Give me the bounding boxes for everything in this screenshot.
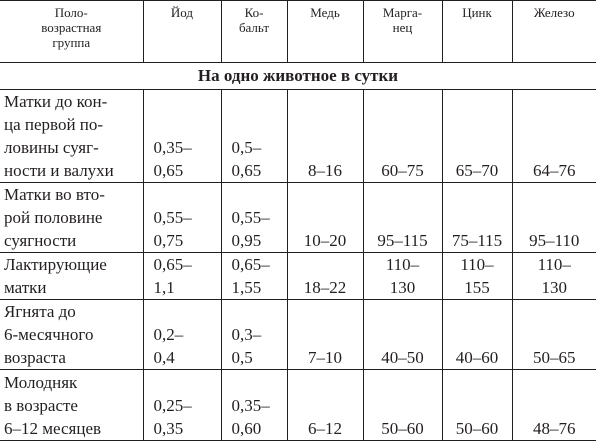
zinc-cell: 65–70 bbox=[442, 90, 512, 183]
group-cell: Матки во вто- рой половине суягности bbox=[0, 183, 143, 253]
header-cobalt: Ко- бальт bbox=[221, 1, 287, 63]
table-row bbox=[0, 300, 596, 370]
manganese-cell: 60–75 bbox=[363, 90, 442, 183]
header-iodine: Йод bbox=[143, 1, 221, 63]
iron-cell: 64–76 bbox=[512, 90, 596, 183]
header-zinc: Цинк bbox=[442, 1, 512, 63]
group-cell: Молодняк в возрасте 6–12 месяцев bbox=[0, 370, 143, 441]
header-iron: Железо bbox=[512, 1, 596, 63]
cobalt-cell: 0,35– 0,60 bbox=[221, 370, 287, 441]
header-manganese: Марга- нец bbox=[363, 1, 442, 63]
copper-cell: 10–20 bbox=[287, 183, 363, 253]
iron-cell: 95–110 bbox=[512, 183, 596, 253]
group-cell: Лактирующие матки bbox=[0, 253, 143, 300]
header-copper: Медь bbox=[287, 1, 363, 63]
group-cell: Ягнята до 6-месячного возраста bbox=[0, 300, 143, 370]
zinc-cell: 50–60 bbox=[442, 370, 512, 441]
iodine-cell: 0,2– 0,4 bbox=[143, 300, 221, 370]
manganese-cell: 50–60 bbox=[363, 370, 442, 441]
iron-cell: 48–76 bbox=[512, 370, 596, 441]
group-cell: Матки до кон- ца первой по- ловины суяг- ности и валухи bbox=[0, 90, 143, 183]
copper-cell: 6–12 bbox=[287, 370, 363, 441]
zinc-cell: 110– 155 bbox=[442, 253, 512, 300]
cobalt-cell: 0,55– 0,95 bbox=[221, 183, 287, 253]
section-title: На одно животное в сутки bbox=[0, 63, 596, 90]
zinc-cell: 40–60 bbox=[442, 300, 512, 370]
zinc-cell: 75–115 bbox=[442, 183, 512, 253]
table-row bbox=[0, 253, 596, 300]
iodine-cell: 0,55– 0,75 bbox=[143, 183, 221, 253]
iodine-cell: 0,25– 0,35 bbox=[143, 370, 221, 441]
copper-cell: 18–22 bbox=[287, 253, 363, 300]
iodine-cell: 0,35– 0,65 bbox=[143, 90, 221, 183]
iron-cell: 110– 130 bbox=[512, 253, 596, 300]
table-row bbox=[0, 90, 596, 183]
cobalt-cell: 0,5– 0,65 bbox=[221, 90, 287, 183]
cobalt-cell: 0,3– 0,5 bbox=[221, 300, 287, 370]
table-row bbox=[0, 183, 596, 253]
manganese-cell: 110– 130 bbox=[363, 253, 442, 300]
section-row bbox=[0, 63, 596, 90]
header-group: Поло- возрастная группа bbox=[0, 1, 143, 63]
iron-cell: 50–65 bbox=[512, 300, 596, 370]
manganese-cell: 95–115 bbox=[363, 183, 442, 253]
copper-cell: 8–16 bbox=[287, 90, 363, 183]
header-row bbox=[0, 1, 596, 63]
table-row bbox=[0, 370, 596, 441]
copper-cell: 7–10 bbox=[287, 300, 363, 370]
iodine-cell: 0,65– 1,1 bbox=[143, 253, 221, 300]
manganese-cell: 40–50 bbox=[363, 300, 442, 370]
cobalt-cell: 0,65– 1,55 bbox=[221, 253, 287, 300]
